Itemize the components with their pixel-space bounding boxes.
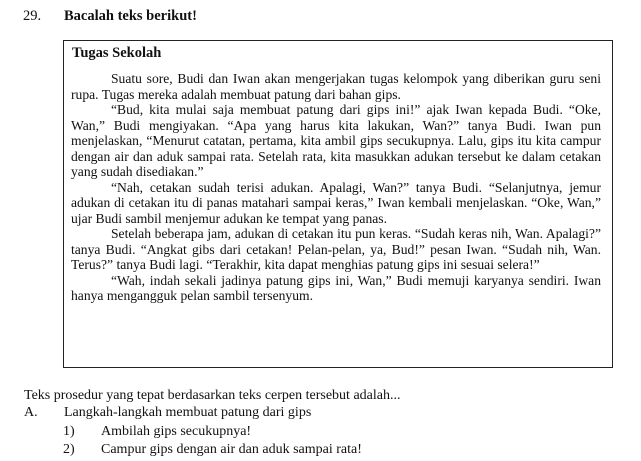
- passage-paragraph: Setelah beberapa jam, adukan di cetakan itu pun keras. “Sudah keras nih, Wan. Apalagi?” tanya Budi. “Angkat gibs dari cetakan! Pelan-pelan, ya, Bud!” pesan Iwan. “Sudah nih, Wan. Terus?” tanya Budi lagi. “Terakhir, kita dapat menghias patung gips ini sesuai selera!”: [71, 226, 601, 272]
- passage-body: [71, 71, 601, 304]
- passage-title: Tugas Sekolah: [72, 45, 162, 61]
- question-number: 29.: [23, 8, 42, 24]
- passage-paragraph: “Wah, indah sekali jadinya patung gips ini, Wan,” Budi memuji karyanya sendiri. Iwan hanya mengangguk pelan sambil tersenyum.: [71, 272, 601, 303]
- step-number: 1): [63, 424, 75, 439]
- question-instruction: Bacalah teks berikut!: [64, 8, 197, 24]
- option-a-text[interactable]: Langkah-langkah membuat patung dari gips: [64, 405, 312, 420]
- question-prompt: Teks prosedur yang tepat berdasarkan teks cerpen tersebut adalah...: [24, 388, 401, 403]
- passage-paragraph: Suatu sore, Budi dan Iwan akan mengerjakan tugas kelompok yang diberikan guru seni rupa. Tugas mereka adalah membuat patung dari bahan gips.: [71, 71, 601, 102]
- step-number: 2): [63, 442, 75, 457]
- passage-paragraph: “Bud, kita mulai saja membuat patung dari gips ini!” ajak Iwan kepada Budi. “Oke, Wan,” Budi mengiyakan. “Apa yang harus kita lakukan, Wan?” tanya Budi. Iwan pun menjelaskan, “Menurut catatan, pertama, kita ambil gips secukupnya. Lalu, gips itu kita campur dengan air dan aduk sampai rata. Setelah rata, kita masukkan adukan tersebut ke dalam cetakan yang sudah disediakan.”: [71, 102, 601, 179]
- passage-paragraph: “Nah, cetakan sudah terisi adukan. Apalagi, Wan?” tanya Budi. “Selanjutnya, jemur adukan di cetakan itu di panas matahari sampai keras,” Iwan kembali menjelaskan. “Oke, Wan,” ujar Budi sambil menjemur adukan ke tempat yang panas.: [71, 179, 601, 226]
- step-text: Campur gips dengan air dan aduk sampai rata!: [101, 442, 362, 457]
- passage-box: [63, 40, 613, 368]
- step-text: Ambilah gips secukupnya!: [101, 424, 252, 439]
- option-a-letter[interactable]: A.: [24, 405, 38, 420]
